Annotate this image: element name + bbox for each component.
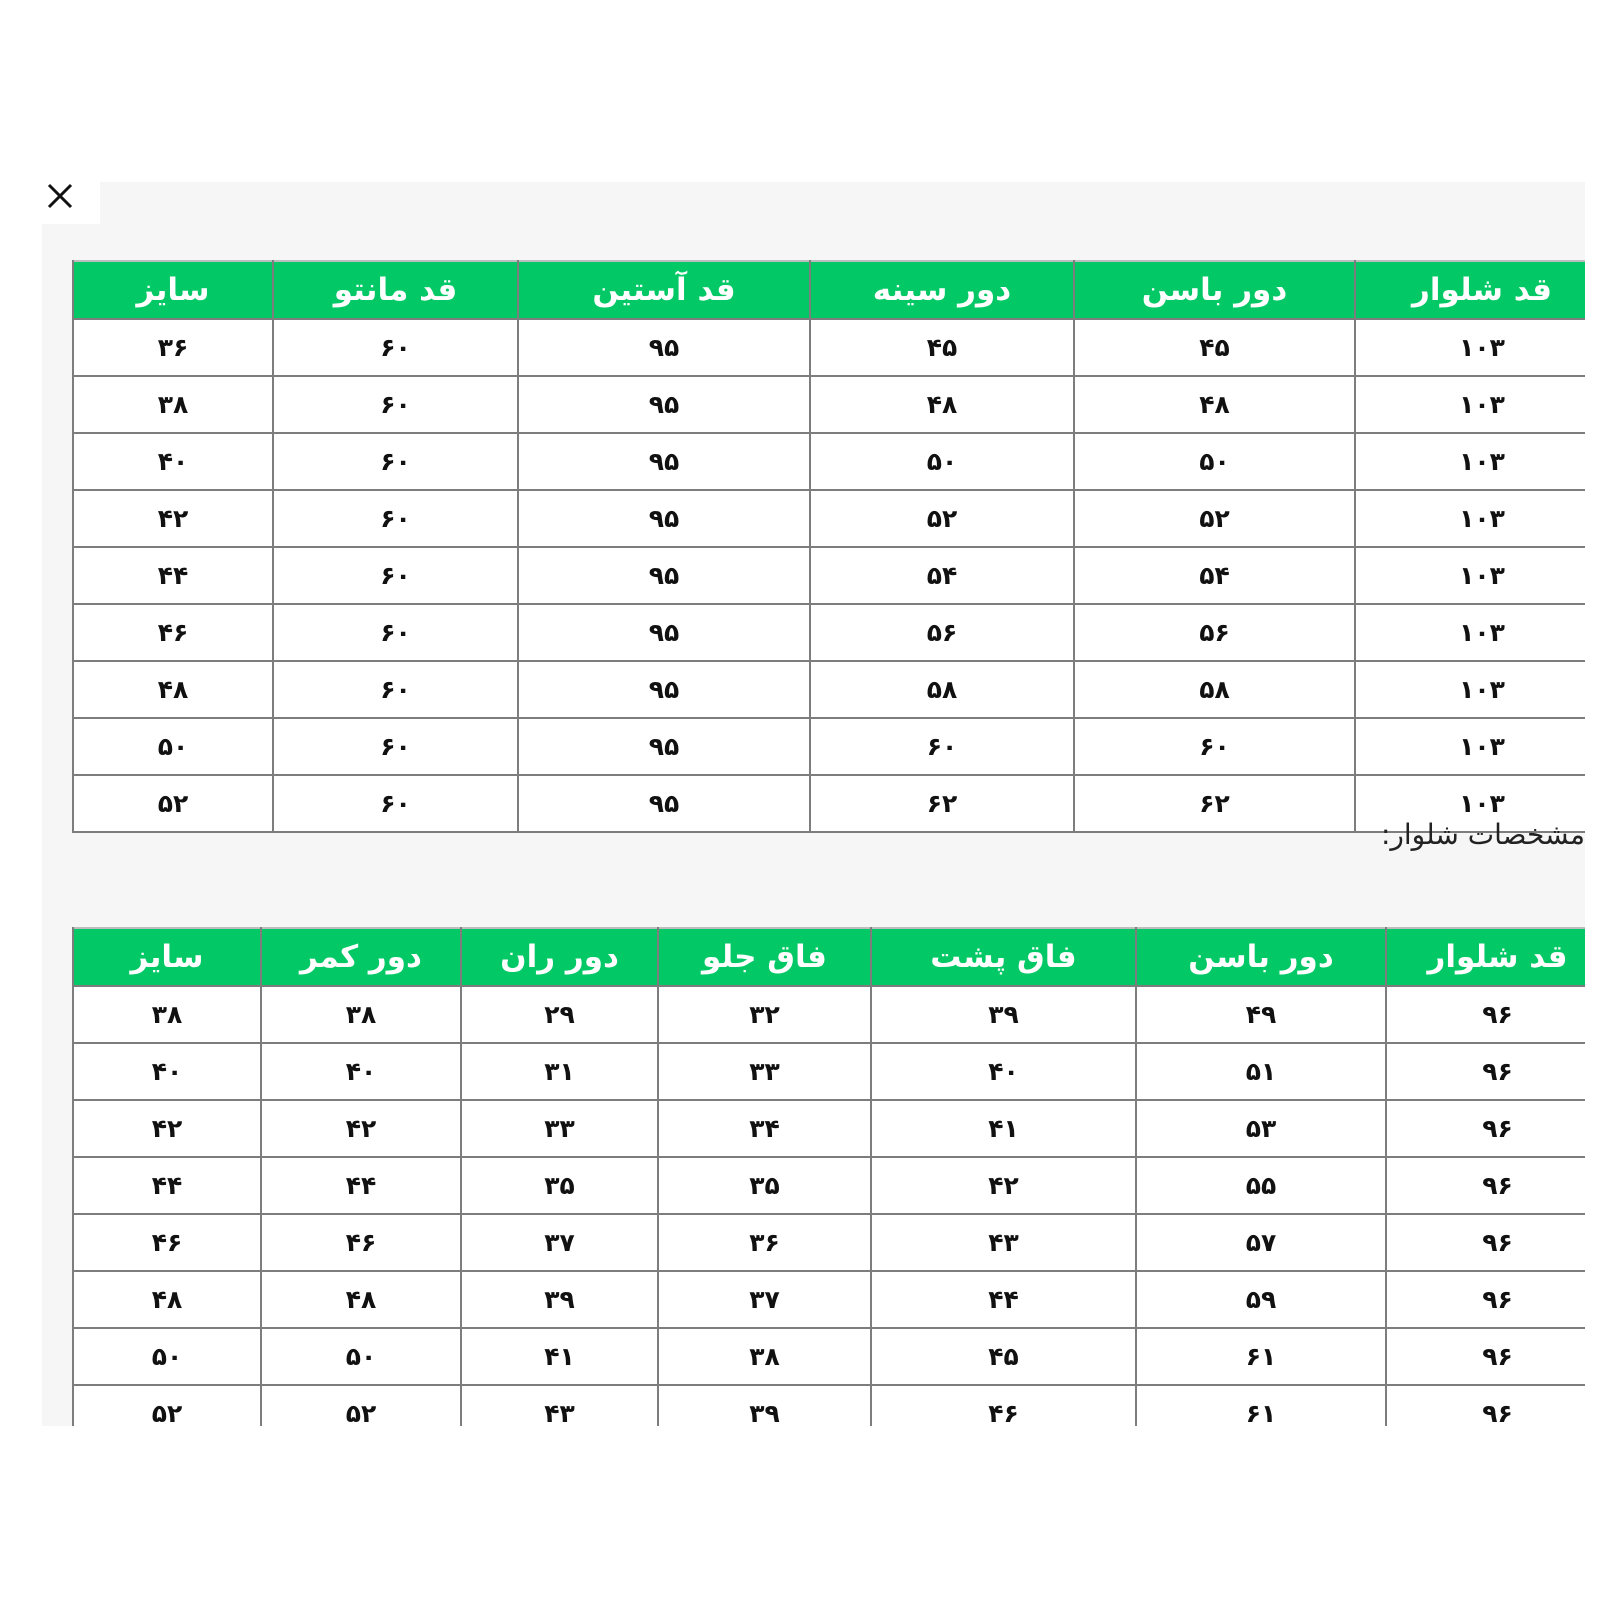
table-cell: ۴۸ xyxy=(73,1271,261,1328)
pants-table-body xyxy=(73,986,1585,1426)
table-cell: ۵۴ xyxy=(1074,547,1355,604)
table-cell: ۳۱ xyxy=(461,1043,658,1100)
table-cell: ۶۰ xyxy=(273,775,518,832)
table-row xyxy=(73,1271,1585,1328)
table-cell: ۳۸ xyxy=(261,986,461,1043)
table-row xyxy=(73,547,1585,604)
table-cell: ۹۶ xyxy=(1386,1385,1585,1426)
table-cell: ۴۱ xyxy=(461,1328,658,1385)
table-cell: ۶۱ xyxy=(1136,1328,1386,1385)
table-row xyxy=(73,319,1585,376)
table-cell: ۳۹ xyxy=(658,1385,871,1426)
table-cell: ۴۴ xyxy=(73,1157,261,1214)
table-cell: ۳۴ xyxy=(658,1100,871,1157)
pants-specs-heading: مشخصات شلوار: xyxy=(1380,818,1585,851)
table-cell: ۵۲ xyxy=(73,775,273,832)
table-cell: ۴۵ xyxy=(1074,319,1355,376)
table-row xyxy=(73,1328,1585,1385)
table-cell: ۱۰۳ xyxy=(1355,547,1585,604)
table-cell: ۵۰ xyxy=(73,718,273,775)
table-cell: ۴۱ xyxy=(871,1100,1136,1157)
table-header-row xyxy=(73,928,1585,986)
table-cell: ۳۶ xyxy=(73,319,273,376)
table-cell: ۵۲ xyxy=(73,1385,261,1426)
close-button[interactable] xyxy=(44,180,76,212)
table-cell: ۹۵ xyxy=(518,433,810,490)
table-row xyxy=(73,1043,1585,1100)
table-cell: ۴۴ xyxy=(73,547,273,604)
column-header: قد شلوار xyxy=(1355,261,1585,319)
table-cell: ۴۲ xyxy=(73,1100,261,1157)
table-row xyxy=(73,490,1585,547)
column-header: قد مانتو xyxy=(273,261,518,319)
table-cell: ۹۵ xyxy=(518,718,810,775)
column-header: دور کمر xyxy=(261,928,461,986)
table-cell: ۶۰ xyxy=(273,319,518,376)
table-cell: ۳۲ xyxy=(658,986,871,1043)
column-header: دور باسن xyxy=(1136,928,1386,986)
table-cell: ۱۰۳ xyxy=(1355,661,1585,718)
table-cell: ۳۹ xyxy=(461,1271,658,1328)
table-cell: ۹۵ xyxy=(518,661,810,718)
table-cell: ۲۹ xyxy=(461,986,658,1043)
table-cell: ۳۵ xyxy=(461,1157,658,1214)
table-cell: ۶۰ xyxy=(273,661,518,718)
table-cell: ۳۵ xyxy=(658,1157,871,1214)
table-cell: ۶۰ xyxy=(273,433,518,490)
table-header-row xyxy=(73,261,1585,319)
table-cell: ۹۶ xyxy=(1386,1100,1585,1157)
column-header: فاق جلو xyxy=(658,928,871,986)
table-cell: ۴۴ xyxy=(261,1157,461,1214)
table-cell: ۵۰ xyxy=(73,1328,261,1385)
table-cell: ۴۲ xyxy=(261,1100,461,1157)
table-cell: ۳۳ xyxy=(461,1100,658,1157)
table-cell: ۹۵ xyxy=(518,490,810,547)
column-header: قد آستین xyxy=(518,261,810,319)
table-cell: ۳۳ xyxy=(658,1043,871,1100)
table-cell: ۹۵ xyxy=(518,604,810,661)
table-cell: ۴۸ xyxy=(73,661,273,718)
table-row xyxy=(73,1157,1585,1214)
table-cell: ۶۰ xyxy=(273,547,518,604)
table-cell: ۱۰۳ xyxy=(1355,433,1585,490)
table-cell: ۴۰ xyxy=(261,1043,461,1100)
table-cell: ۶۰ xyxy=(273,718,518,775)
table-row xyxy=(73,1100,1585,1157)
table-cell: ۵۲ xyxy=(810,490,1074,547)
table-cell: ۶۱ xyxy=(1136,1385,1386,1426)
coat-table-body xyxy=(73,319,1585,832)
table-cell: ۳۸ xyxy=(73,376,273,433)
table-row xyxy=(73,986,1585,1043)
table-cell: ۴۸ xyxy=(1074,376,1355,433)
table-cell: ۴۶ xyxy=(73,604,273,661)
table-cell: ۴۶ xyxy=(73,1214,261,1271)
table-cell: ۹۶ xyxy=(1386,1043,1585,1100)
table-cell: ۴۳ xyxy=(871,1214,1136,1271)
table-cell: ۹۶ xyxy=(1386,986,1585,1043)
size-guide-dialog xyxy=(42,182,1585,1426)
table-cell: ۵۵ xyxy=(1136,1157,1386,1214)
coat-size-table xyxy=(72,260,1585,833)
table-cell: ۶۰ xyxy=(273,490,518,547)
table-cell: ۳۸ xyxy=(73,986,261,1043)
table-cell: ۱۰۳ xyxy=(1355,775,1585,832)
table-cell: ۵۰ xyxy=(1074,433,1355,490)
column-header: فاق پشت xyxy=(871,928,1136,986)
table-cell: ۴۸ xyxy=(810,376,1074,433)
close-icon xyxy=(45,181,75,211)
table-cell: ۵۳ xyxy=(1136,1100,1386,1157)
table-row xyxy=(73,661,1585,718)
table-cell: ۴۲ xyxy=(73,490,273,547)
table-row xyxy=(73,604,1585,661)
table-cell: ۶۰ xyxy=(1074,718,1355,775)
table-cell: ۵۶ xyxy=(1074,604,1355,661)
table-cell: ۱۰۳ xyxy=(1355,319,1585,376)
table-cell: ۶۰ xyxy=(810,718,1074,775)
table-cell: ۵۰ xyxy=(810,433,1074,490)
table-row xyxy=(73,376,1585,433)
table-cell: ۴۶ xyxy=(871,1385,1136,1426)
table-cell: ۹۶ xyxy=(1386,1157,1585,1214)
table-cell: ۵۱ xyxy=(1136,1043,1386,1100)
table-cell: ۴۵ xyxy=(810,319,1074,376)
table-cell: ۴۴ xyxy=(871,1271,1136,1328)
table-cell: ۹۶ xyxy=(1386,1214,1585,1271)
table-cell: ۴۰ xyxy=(871,1043,1136,1100)
column-header: دور ران xyxy=(461,928,658,986)
table-cell: ۵۰ xyxy=(261,1328,461,1385)
table-cell: ۴۲ xyxy=(871,1157,1136,1214)
table-cell: ۹۵ xyxy=(518,319,810,376)
table-cell: ۱۰۳ xyxy=(1355,490,1585,547)
table-cell: ۴۰ xyxy=(73,1043,261,1100)
table-cell: ۴۸ xyxy=(261,1271,461,1328)
table-row xyxy=(73,775,1585,832)
table-cell: ۴۹ xyxy=(1136,986,1386,1043)
table-cell: ۳۷ xyxy=(461,1214,658,1271)
table-cell: ۵۲ xyxy=(261,1385,461,1426)
table-cell: ۵۸ xyxy=(810,661,1074,718)
table-row xyxy=(73,1214,1585,1271)
table-cell: ۴۵ xyxy=(871,1328,1136,1385)
table-cell: ۳۸ xyxy=(658,1328,871,1385)
table-cell: ۵۹ xyxy=(1136,1271,1386,1328)
table-cell: ۹۶ xyxy=(1386,1328,1585,1385)
column-header: سایز xyxy=(73,261,273,319)
table-cell: ۶۲ xyxy=(1074,775,1355,832)
table-cell: ۳۶ xyxy=(658,1214,871,1271)
table-cell: ۹۵ xyxy=(518,547,810,604)
column-header: سایز xyxy=(73,928,261,986)
table-cell: ۹۵ xyxy=(518,775,810,832)
table-cell: ۶۰ xyxy=(273,604,518,661)
table-cell: ۱۰۳ xyxy=(1355,718,1585,775)
table-cell: ۱۰۳ xyxy=(1355,604,1585,661)
table-cell: ۴۰ xyxy=(73,433,273,490)
table-cell: ۵۴ xyxy=(810,547,1074,604)
table-cell: ۶۲ xyxy=(810,775,1074,832)
column-header: دور سینه xyxy=(810,261,1074,319)
table-cell: ۴۳ xyxy=(461,1385,658,1426)
table-cell: ۶۰ xyxy=(273,376,518,433)
table-cell: ۹۶ xyxy=(1386,1271,1585,1328)
table-row xyxy=(73,1385,1585,1426)
table-cell: ۱۰۳ xyxy=(1355,376,1585,433)
column-header: قد شلوار xyxy=(1386,928,1585,986)
table-cell: ۳۷ xyxy=(658,1271,871,1328)
table-cell: ۳۹ xyxy=(871,986,1136,1043)
table-cell: ۵۶ xyxy=(810,604,1074,661)
pants-size-table xyxy=(72,927,1585,1426)
table-cell: ۴۶ xyxy=(261,1214,461,1271)
table-row xyxy=(73,433,1585,490)
table-row xyxy=(73,718,1585,775)
table-cell: ۵۲ xyxy=(1074,490,1355,547)
table-cell: ۵۷ xyxy=(1136,1214,1386,1271)
table-cell: ۹۵ xyxy=(518,376,810,433)
table-cell: ۵۸ xyxy=(1074,661,1355,718)
column-header: دور باسن xyxy=(1074,261,1355,319)
